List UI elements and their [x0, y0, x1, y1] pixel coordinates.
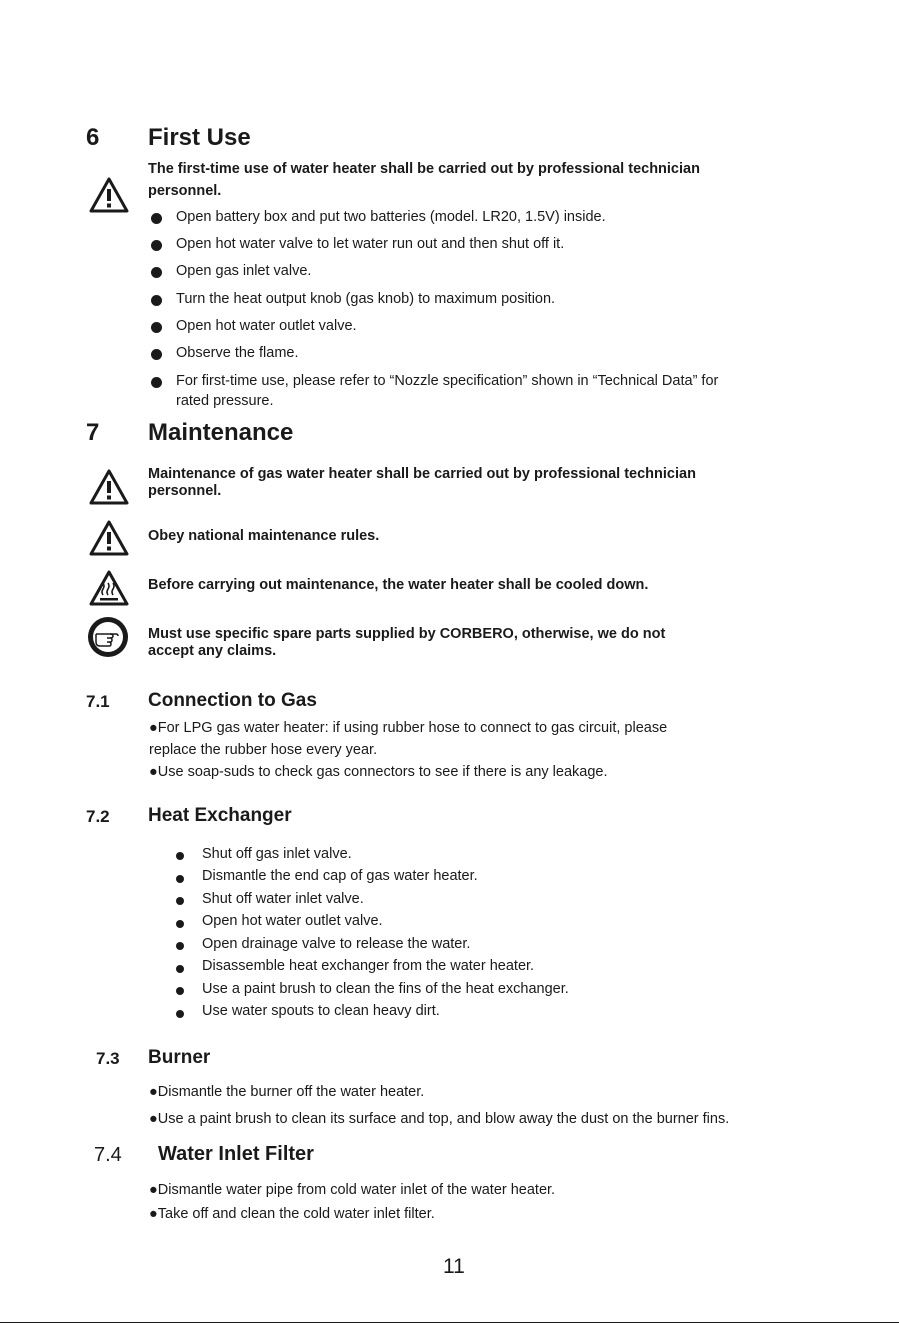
list-item: Open battery box and put two batteries (model. LR20, 1.5V) inside.	[176, 209, 606, 225]
section-7-2-number: 7.2	[86, 807, 110, 826]
section-7-4-number: 7.4	[94, 1144, 122, 1166]
spare-parts-notice-line2: accept any claims.	[148, 643, 277, 659]
maintenance-notice-line2: personnel.	[148, 483, 222, 499]
section-7-2-title: Heat Exchanger	[148, 805, 292, 826]
bullet-dot	[151, 322, 162, 333]
gas-connection-line3: ●Use soap-suds to check gas connectors to see if there is any leakage.	[149, 764, 608, 780]
list-item: Turn the heat output knob (gas knob) to maximum position.	[176, 291, 556, 307]
burner-line1: ●Dismantle the burner off the water heater.	[149, 1084, 425, 1100]
warning-icon	[88, 519, 130, 557]
list-item: For first-time use, please refer to “Nozzle specification” shown in “Technical Data” for	[176, 373, 719, 389]
list-item: Open hot water valve to let water run out and then shut off it.	[176, 236, 565, 252]
spare-parts-notice-line1: Must use specific spare parts supplied by CORBERO, otherwise, we do not	[148, 626, 666, 642]
section-7-1-number: 7.1	[86, 692, 110, 711]
bullet-dot	[176, 942, 184, 950]
cool-down-notice: Before carrying out maintenance, the water heater shall be cooled down.	[148, 577, 649, 593]
maintenance-notice-line1: Maintenance of gas water heater shall be carried out by professional technician	[148, 466, 696, 482]
bullet-dot	[151, 295, 162, 306]
bullet-dot	[151, 240, 162, 251]
hot-surface-warning-icon	[88, 569, 130, 607]
section-6-number: 6	[86, 124, 100, 151]
section-7-title: Maintenance	[148, 419, 294, 446]
list-item: Open drainage valve to release the water.	[202, 936, 471, 952]
water-filter-line2: ●Take off and clean the cold water inlet filter.	[149, 1206, 435, 1222]
bullet-dot	[176, 852, 184, 860]
bullet-dot	[176, 1010, 184, 1018]
bullet-dot	[151, 377, 162, 388]
bullet-dot	[151, 213, 162, 224]
section-7-4-title: Water Inlet Filter	[158, 1143, 314, 1165]
warning-icon	[88, 468, 130, 506]
list-item: Open gas inlet valve.	[176, 263, 312, 279]
bullet-dot	[151, 267, 162, 278]
section-7-number: 7	[86, 419, 100, 446]
bullet-dot	[176, 965, 184, 973]
list-item: Observe the flame.	[176, 345, 299, 361]
page-number: 11	[443, 1255, 465, 1278]
list-item: Shut off water inlet valve.	[202, 891, 364, 907]
bullet-dot	[176, 987, 184, 995]
water-filter-line1: ●Dismantle water pipe from cold water inlet of the water heater.	[149, 1182, 556, 1198]
list-item-continuation: rated pressure.	[176, 393, 274, 409]
gas-connection-line1: ●For LPG gas water heater: if using rubber hose to connect to gas circuit, please	[149, 720, 668, 736]
list-item: Dismantle the end cap of gas water heater.	[202, 868, 478, 884]
list-item: Disassemble heat exchanger from the water heater.	[202, 958, 535, 974]
maintenance-rules-notice: Obey national maintenance rules.	[148, 528, 380, 544]
footer-rule	[0, 1322, 899, 1323]
gas-connection-line2: replace the rubber hose every year.	[149, 742, 378, 758]
bullet-dot	[176, 875, 184, 883]
section-7-3-number: 7.3	[96, 1049, 120, 1068]
warning-icon	[88, 176, 130, 214]
list-item: Shut off gas inlet valve.	[202, 846, 352, 862]
first-use-warning-line2: personnel.	[148, 183, 222, 199]
bullet-dot	[176, 920, 184, 928]
list-item: Open hot water outlet valve.	[176, 318, 357, 334]
pointing-hand-icon	[86, 615, 130, 659]
bullet-dot	[151, 349, 162, 360]
section-7-3-title: Burner	[148, 1047, 211, 1068]
burner-line2: ●Use a paint brush to clean its surface and top, and blow away the dust on the burner fins.	[149, 1111, 730, 1127]
list-item: Use water spouts to clean heavy dirt.	[202, 1003, 440, 1019]
section-6-title: First Use	[148, 124, 251, 151]
first-use-warning-line1: The first-time use of water heater shall be carried out by professional technician	[148, 161, 700, 177]
list-item: Use a paint brush to clean the fins of the heat exchanger.	[202, 981, 569, 997]
list-item: Open hot water outlet valve.	[202, 913, 383, 929]
bullet-dot	[176, 897, 184, 905]
section-7-1-title: Connection to Gas	[148, 690, 317, 711]
